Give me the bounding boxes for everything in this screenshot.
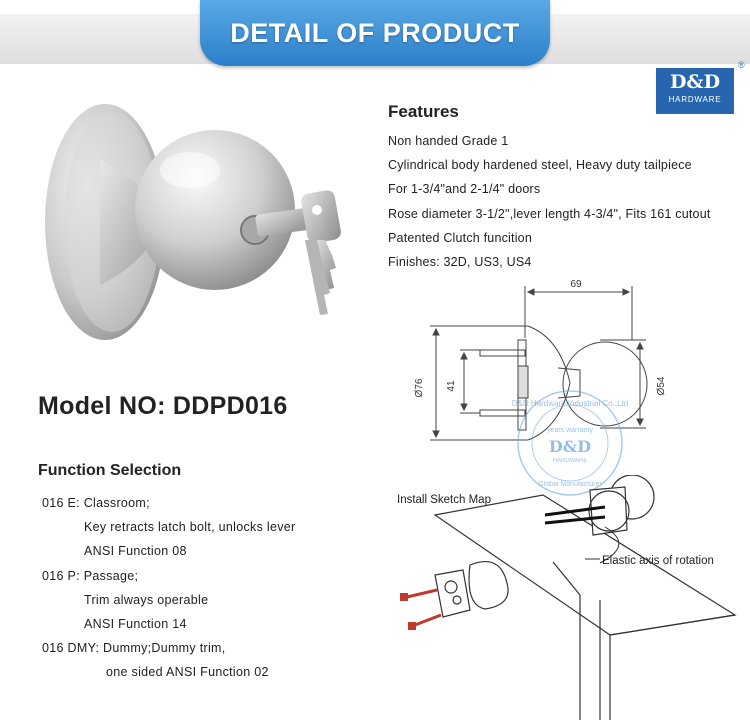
list-item: ANSI Function 14	[84, 617, 187, 632]
list-item: 016 DMY: Dummy;Dummy trim,	[42, 641, 226, 656]
list-item: For 1-3/4"and 2-1/4" doors	[388, 182, 541, 197]
dim-inner-label: 41	[446, 380, 457, 392]
features-list	[388, 129, 711, 274]
screw-icon	[400, 590, 437, 601]
screw-icon	[408, 615, 441, 630]
watermark-sub: HARDWARE	[552, 458, 588, 464]
registered-mark: ®	[738, 60, 745, 70]
dim-knob-label: Ø54	[656, 376, 667, 396]
product-photo	[30, 90, 360, 360]
logo-brand: D&D	[669, 71, 721, 93]
brand-logo	[656, 68, 734, 114]
list-item: Cylindrical body hardened steel, Heavy duty tailpiece	[388, 158, 692, 173]
function-selection-title: Function Selection	[38, 462, 182, 479]
page-title: DETAIL OF PRODUCT	[230, 17, 520, 48]
install-callout: Elastic axis of rotation	[602, 555, 714, 567]
logo-sub: HARDWARE	[668, 95, 722, 104]
model-number: Model NO: DDPD016	[38, 392, 288, 420]
list-item: Non handed Grade 1	[388, 134, 509, 148]
list-item: Key retracts latch bolt, unlocks lever	[84, 520, 296, 535]
list-item: ANSI Function 08	[84, 544, 187, 559]
list-item: Patented Clutch funcition	[388, 230, 532, 245]
list-item: Finishes: 32D, US3, US4	[388, 255, 532, 270]
features-title: Features	[388, 102, 459, 121]
dim-rose-label: Ø76	[414, 378, 425, 398]
list-item: Rose diameter 3-1/2",lever length 4-3/4", Fits 161 cutout	[388, 206, 711, 221]
list-item: 016 P: Passage;	[42, 568, 139, 583]
watermark-line3: Global Manufacturer	[538, 481, 602, 488]
knob-sphere	[135, 130, 295, 290]
list-item: 016 E: Classroom;	[42, 496, 150, 510]
install-title: Install Sketch Map	[397, 494, 491, 506]
dim-width-label: 69	[570, 279, 582, 290]
title-banner	[200, 0, 550, 66]
install-sketch	[395, 475, 745, 720]
watermark-brand: D&D	[548, 437, 592, 456]
function-list	[42, 491, 296, 685]
list-item: one sided ANSI Function 02	[106, 665, 269, 680]
watermark-line2: years warranty	[547, 427, 593, 434]
watermark-line1: D&D Hardware Industrial Co.,Ltd	[511, 399, 629, 408]
list-item: Trim always operable	[84, 592, 209, 607]
